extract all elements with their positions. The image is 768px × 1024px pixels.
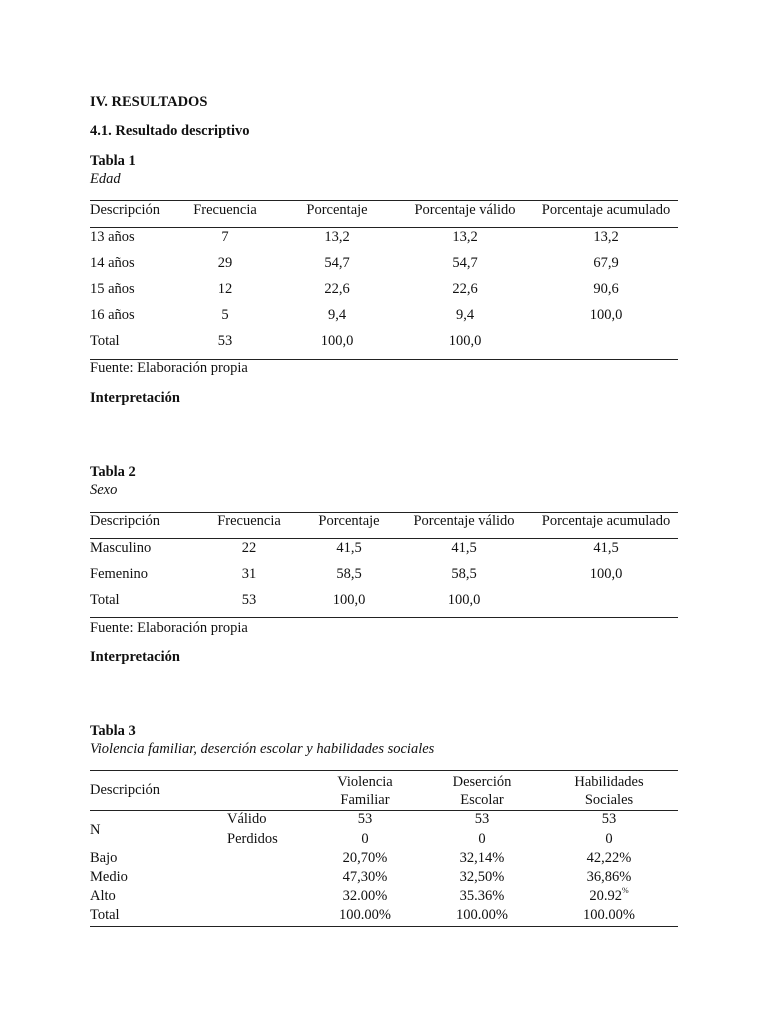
- table1-interpretation: Interpretación: [90, 390, 180, 406]
- table-cell: 100.00%: [456, 907, 508, 923]
- table-cell: 5: [221, 307, 229, 323]
- table-cell: 100,0: [448, 333, 482, 349]
- table2-interpretation: Interpretación: [90, 649, 180, 665]
- table-cell: 32.00%: [342, 888, 388, 904]
- table-cell: Total: [90, 333, 120, 349]
- header-line: Sociales: [584, 792, 634, 808]
- table-cell: 32,14%: [459, 850, 505, 866]
- table3-header-desercion: [432, 773, 532, 809]
- table-cell: 100.00%: [583, 907, 635, 923]
- table1-source: Fuente: Elaboración propia: [90, 360, 248, 376]
- table2-header-freq: Frecuencia: [217, 513, 281, 529]
- table-cell: Femenino: [90, 566, 148, 582]
- table-cell: 53: [241, 592, 257, 608]
- table-cell: 67,9: [593, 255, 619, 271]
- table3-header-desc: Descripción: [90, 782, 161, 798]
- table3-header-violencia: [315, 773, 415, 809]
- table-cell: 58,5: [451, 566, 477, 582]
- table-cell: 90,6: [593, 281, 619, 297]
- table1-header-desc: Descripción: [90, 202, 161, 218]
- section-subheading: 4.1. Resultado descriptivo: [90, 123, 250, 139]
- cell-value: 20.92: [589, 888, 622, 904]
- table-cell: 47,30%: [342, 869, 388, 885]
- table-cell: 54,7: [324, 255, 350, 271]
- table-cell: [589, 888, 628, 905]
- table3-top-rule: [90, 770, 678, 771]
- table-cell: 100,0: [589, 566, 623, 582]
- header-line: Deserción: [452, 774, 512, 790]
- table2-caption: Sexo: [90, 482, 118, 498]
- table-cell: 53: [357, 811, 373, 827]
- table3-caption: Violencia familiar, deserción escolar y habilidades sociales: [90, 741, 435, 757]
- table2-header-desc: Descripción: [90, 513, 161, 529]
- table-cell: 58,5: [336, 566, 362, 582]
- table-cell: 20,70%: [342, 850, 388, 866]
- table1-top-rule: [90, 200, 678, 201]
- table-cell: 22,6: [324, 281, 350, 297]
- table-cell: Bajo: [90, 850, 118, 866]
- table-cell: 100,0: [447, 592, 481, 608]
- table-cell: 22: [241, 540, 257, 556]
- table-cell: 53: [217, 333, 233, 349]
- table-cell: Total: [90, 907, 120, 923]
- table-cell: 36,86%: [586, 869, 632, 885]
- table1-label: Tabla 1: [90, 153, 136, 169]
- table3-label: Tabla 3: [90, 723, 136, 739]
- table1-header-freq: Frecuencia: [193, 202, 257, 218]
- table-cell: 31: [241, 566, 257, 582]
- table3-bottom-rule: [90, 926, 678, 927]
- table2-source: Fuente: Elaboración propia: [90, 620, 248, 636]
- table-cell: Válido: [227, 811, 267, 827]
- table-cell: 0: [478, 831, 486, 847]
- table2-header-valid: Porcentaje válido: [413, 513, 515, 529]
- table2-header-cum: Porcentaje acumulado: [541, 513, 671, 529]
- table-cell: Masculino: [90, 540, 152, 556]
- table-cell: 0: [605, 831, 613, 847]
- table-cell: 100,0: [589, 307, 623, 323]
- table-cell: 22,6: [452, 281, 478, 297]
- header-line: Familiar: [340, 792, 390, 808]
- table-cell: 13,2: [324, 229, 350, 245]
- table-cell: 41,5: [593, 540, 619, 556]
- table2-label: Tabla 2: [90, 464, 136, 480]
- table-cell: 32,50%: [459, 869, 505, 885]
- table3-n-label: N: [90, 822, 101, 838]
- table-cell: 100.00%: [339, 907, 391, 923]
- table-cell: 100,0: [320, 333, 354, 349]
- table-cell: Medio: [90, 869, 128, 885]
- table1-caption: Edad: [90, 171, 121, 187]
- table-cell: 13,2: [593, 229, 619, 245]
- table1-header-valid: Porcentaje válido: [414, 202, 516, 218]
- table-cell: 9,4: [455, 307, 475, 323]
- table-cell: 54,7: [452, 255, 478, 271]
- table1-header-rule: [90, 227, 678, 228]
- table2-bottom-rule: [90, 617, 678, 618]
- table2-header-rule: [90, 538, 678, 539]
- page-heading: IV. RESULTADOS: [90, 94, 208, 110]
- table2-header-pct: Porcentaje: [318, 513, 380, 529]
- table-cell: 13 años: [90, 229, 135, 245]
- table3-header-habilidades: [559, 773, 659, 809]
- table-cell: 7: [221, 229, 229, 245]
- table-cell: 29: [217, 255, 233, 271]
- table-cell: 41,5: [336, 540, 362, 556]
- table1-header-cum: Porcentaje acumulado: [541, 202, 671, 218]
- table-cell: 53: [601, 811, 617, 827]
- table-cell: 53: [474, 811, 490, 827]
- table-cell: 9,4: [327, 307, 347, 323]
- table-cell: 0: [361, 831, 369, 847]
- table-cell: 100,0: [332, 592, 366, 608]
- table-cell: 41,5: [451, 540, 477, 556]
- cell-superscript: %: [621, 886, 629, 895]
- table-cell: Total: [90, 592, 120, 608]
- table-cell: 12: [217, 281, 233, 297]
- table-cell: Perdidos: [227, 831, 278, 847]
- table-cell: 42,22%: [586, 850, 632, 866]
- table3-header-rule: [90, 810, 678, 811]
- table-cell: 13,2: [452, 229, 478, 245]
- table-cell: 15 años: [90, 281, 135, 297]
- table-cell: 14 años: [90, 255, 135, 271]
- table-cell: 35.36%: [459, 888, 505, 904]
- header-line: Escolar: [460, 792, 504, 808]
- header-line: Violencia: [337, 774, 393, 790]
- table1-header-pct: Porcentaje: [306, 202, 368, 218]
- table-cell: Alto: [90, 888, 116, 904]
- table-cell: 16 años: [90, 307, 135, 323]
- header-line: Habilidades: [574, 774, 644, 790]
